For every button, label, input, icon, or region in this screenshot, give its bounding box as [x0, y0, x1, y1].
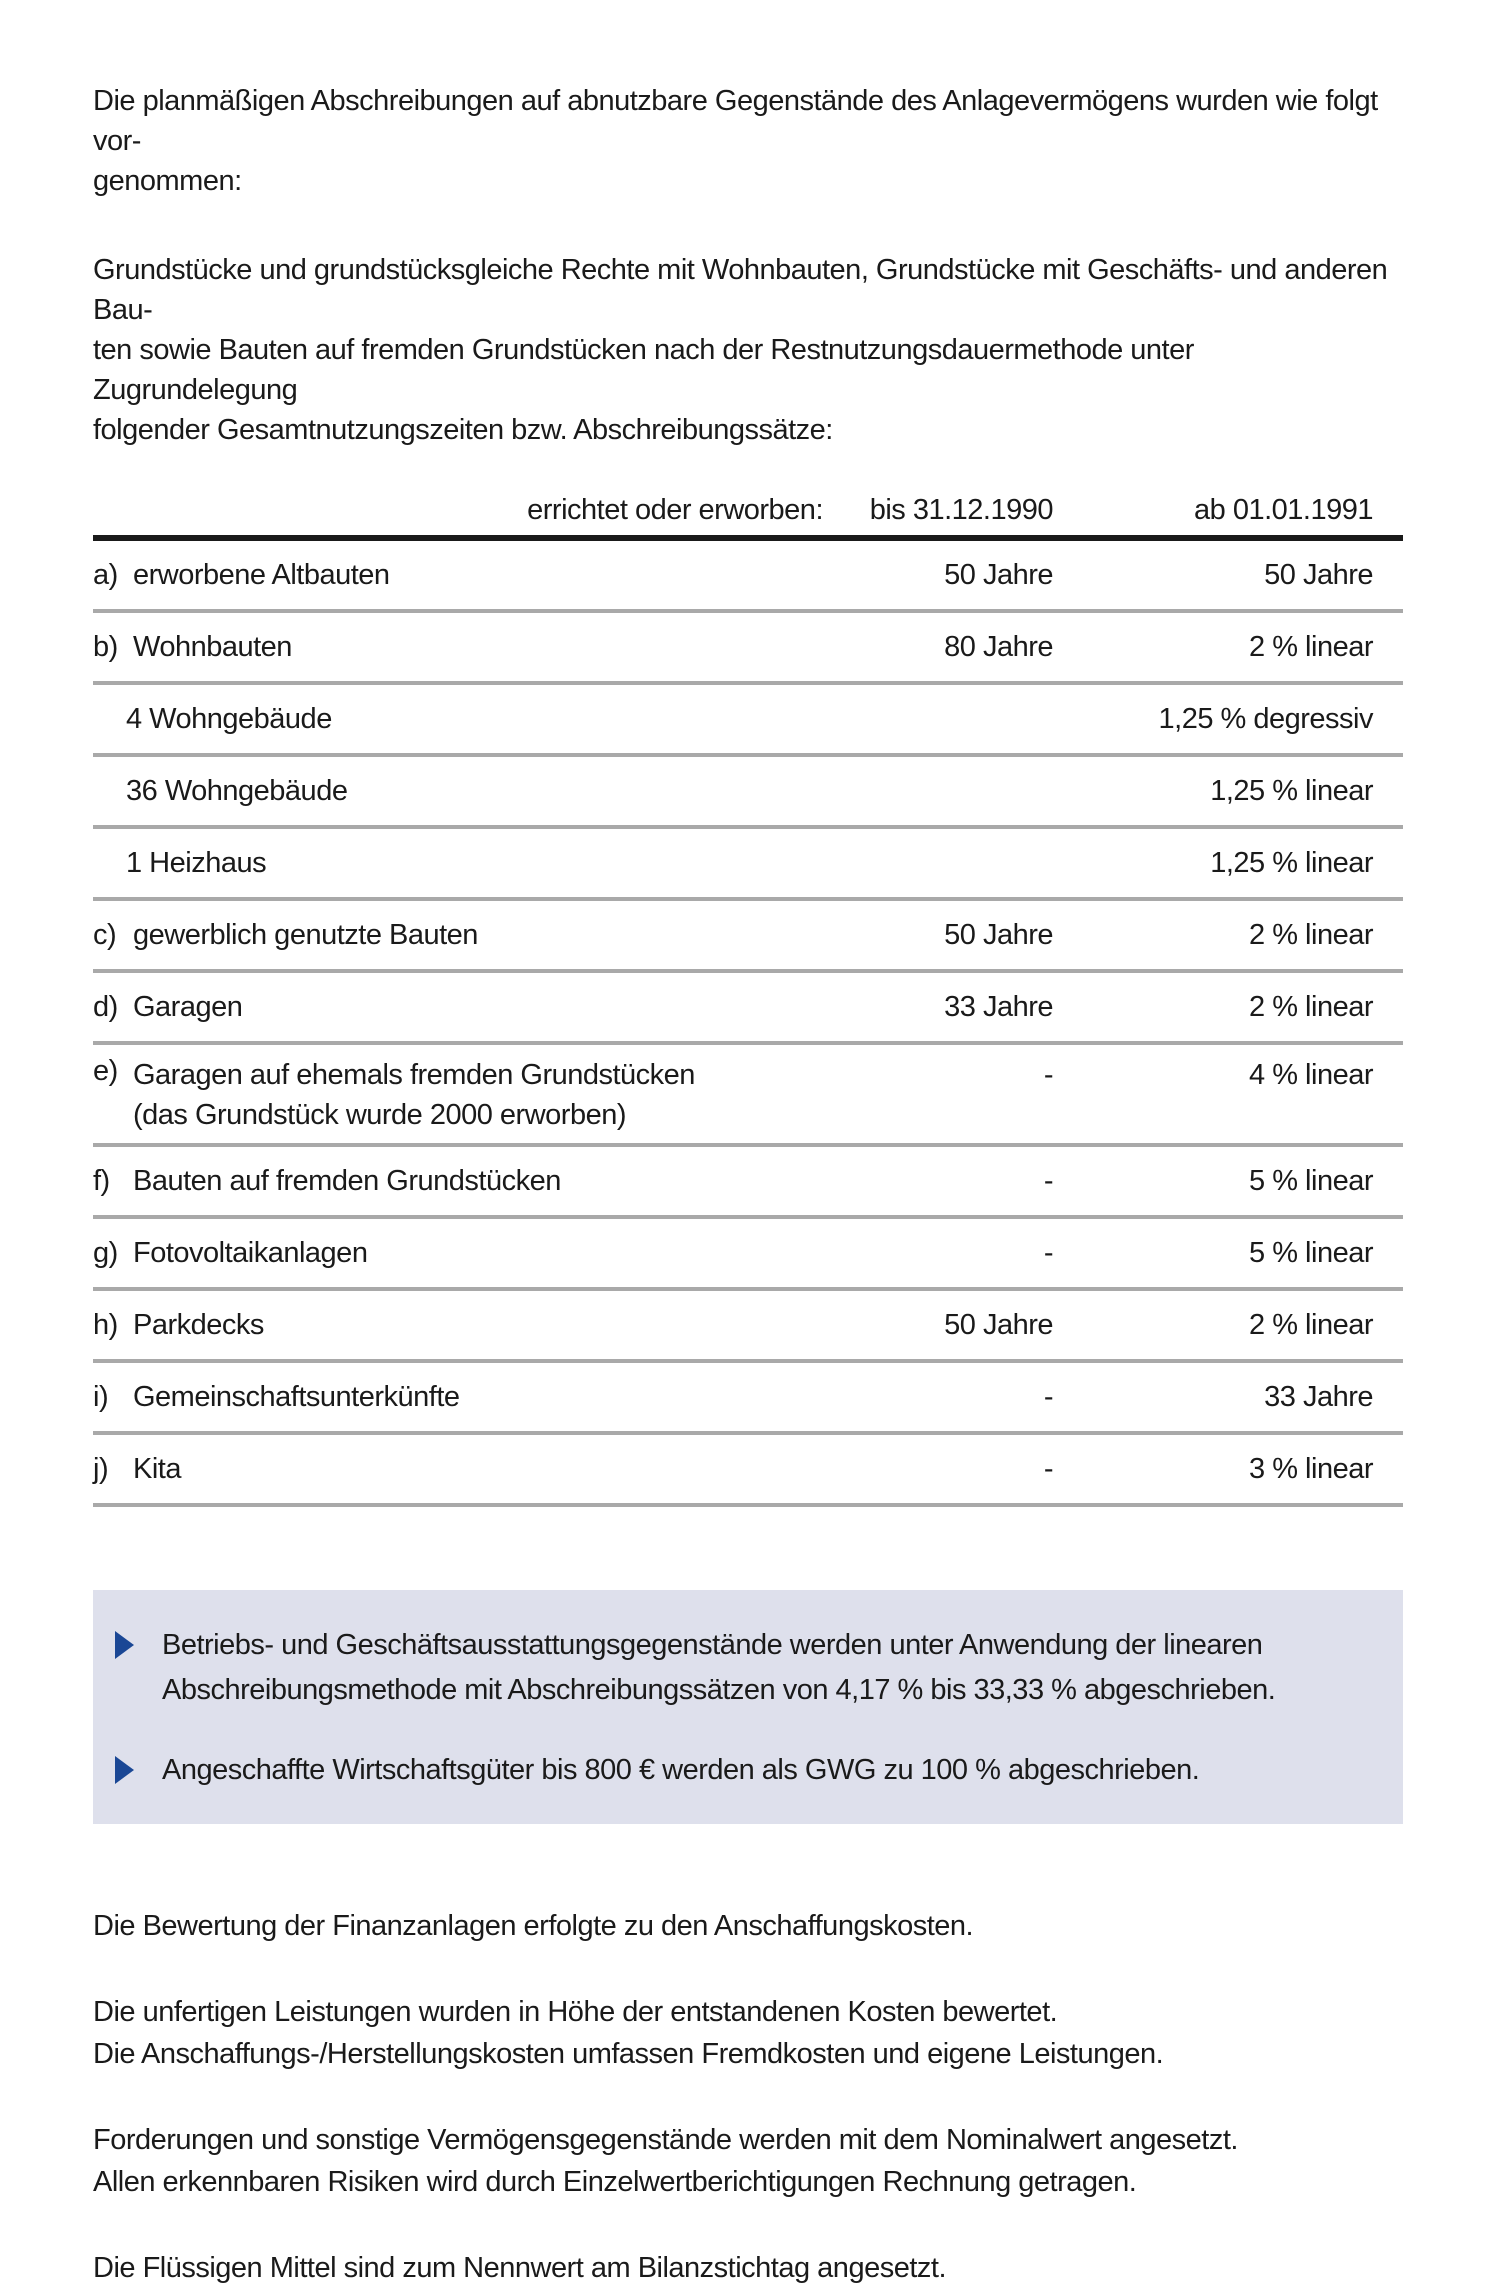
row-letter: a)	[93, 558, 118, 591]
row-label: Parkdecks	[133, 1309, 264, 1341]
table-row	[93, 1147, 1403, 1219]
table-header-row	[93, 485, 1403, 541]
row-value-bis-1990: 33 Jahre	[944, 991, 1053, 1023]
row-value-bis-1990: -	[1043, 1165, 1053, 1197]
table-row	[93, 973, 1403, 1045]
info-box-bullet-2-text: Angeschaffte Wirtschaftsgüter bis 800 € werden als GWG zu 100 % abgeschrieben.	[162, 1754, 1200, 1786]
row-value-bis-1990: 50 Jahre	[944, 1309, 1053, 1341]
table-header-label: errichtet oder erworben:	[527, 493, 823, 526]
row-letter: j)	[93, 1452, 109, 1485]
row-value-ab-1991: 3 % linear	[1249, 1453, 1373, 1485]
row-value-bis-1990: 50 Jahre	[944, 559, 1053, 591]
intro-paragraph-1: Die planmäßigen Abschreibungen auf abnutzbare Gegenstände des Anlagevermögens wurden wie folgt vor- genommen:	[93, 85, 1378, 197]
table-row	[93, 541, 1403, 613]
row-value-ab-1991: 2 % linear	[1249, 1309, 1373, 1341]
row-value-ab-1991: 2 % linear	[1249, 631, 1373, 663]
valuation-paragraph-3: Forderungen und sonstige Vermögensgegenstände werden mit dem Nominalwert angesetzt. Allen erkennbaren Risiken wird durch Einzelwertberichtigungen Rechnung getragen.	[93, 2124, 1238, 2198]
row-value-bis-1990: -	[1043, 1059, 1053, 1091]
table-header-col-1991: ab 01.01.1991	[1194, 493, 1373, 526]
depreciation-table	[93, 485, 1403, 1507]
table-body	[93, 541, 1403, 1507]
row-label: gewerblich genutzte Bauten	[133, 919, 478, 951]
table-row	[93, 1045, 1403, 1147]
row-letter: b)	[93, 630, 118, 663]
row-value-bis-1990: -	[1043, 1381, 1053, 1413]
row-value-ab-1991: 2 % linear	[1249, 919, 1373, 951]
table-row	[93, 757, 1403, 829]
row-label: Garagen auf ehemals fremden Grundstücken (das Grundstück wurde 2000 erworben)	[133, 1059, 695, 1131]
row-letter: g)	[93, 1236, 118, 1269]
row-letter: e)	[93, 1055, 118, 1087]
table-row	[93, 1435, 1403, 1507]
info-box	[93, 1590, 1403, 1824]
row-label: Garagen	[133, 991, 243, 1023]
intro-paragraph-2: Grundstücke und grundstücksgleiche Rechte mit Wohnbauten, Grundstücke mit Geschäfts- und anderen Bau- ten sowie Bauten auf fremden Grundstücken nach der Restnutzungsdauermethode unter Zugrundelegung folgender Gesamtnutzungszeiten bzw. Abschreibungssätze:	[93, 254, 1388, 446]
row-value-ab-1991: 1,25 % degressiv	[1158, 703, 1373, 735]
info-box-bullet-1-text: Betriebs- und Geschäftsausstattungsgegenstände werden unter Anwendung der linearen Abschreibungsmethode mit Abschreibungssätzen von 4,17 % bis 33,33 % abgeschrieben.	[162, 1629, 1276, 1706]
row-value-bis-1990: -	[1043, 1237, 1053, 1269]
table-row	[93, 1219, 1403, 1291]
table-row	[93, 829, 1403, 901]
info-box-bullet-2	[115, 1748, 1363, 1793]
row-value-ab-1991: 4 % linear	[1249, 1059, 1373, 1091]
row-value-ab-1991: 5 % linear	[1249, 1237, 1373, 1269]
row-value-bis-1990: 80 Jahre	[944, 631, 1053, 663]
valuation-paragraph-4: Die Flüssigen Mittel sind zum Nennwert am Bilanzstichtag angesetzt.	[93, 2252, 946, 2284]
row-value-ab-1991: 1,25 % linear	[1210, 775, 1373, 807]
row-value-ab-1991: 33 Jahre	[1264, 1381, 1373, 1413]
triangle-right-icon	[115, 1631, 134, 1659]
row-value-bis-1990: -	[1043, 1453, 1053, 1485]
row-label: Bauten auf fremden Grundstücken	[133, 1165, 561, 1197]
valuation-paragraph-1: Die Bewertung der Finanzanlagen erfolgte zu den Anschaffungskosten.	[93, 1910, 974, 1942]
row-value-ab-1991: 5 % linear	[1249, 1165, 1373, 1197]
valuation-paragraph-2: Die unfertigen Leistungen wurden in Höhe der entstandenen Kosten bewertet. Die Anschaffungs-/Herstellungskosten umfassen Fremdkosten und eigene Leistungen.	[93, 1996, 1164, 2070]
row-label: Gemeinschaftsunterkünfte	[133, 1381, 460, 1413]
table-row	[93, 1291, 1403, 1363]
row-letter: h)	[93, 1308, 118, 1341]
row-value-ab-1991: 50 Jahre	[1264, 559, 1373, 591]
table-row	[93, 685, 1403, 757]
row-letter: d)	[93, 990, 118, 1023]
row-label: 1 Heizhaus	[126, 847, 267, 879]
row-label: Wohnbauten	[133, 631, 292, 663]
table-row	[93, 901, 1403, 973]
row-value-ab-1991: 1,25 % linear	[1210, 847, 1373, 879]
table-header-col-1990: bis 31.12.1990	[869, 493, 1053, 526]
row-letter: c)	[93, 918, 117, 951]
row-letter: i)	[93, 1380, 109, 1413]
row-label: 36 Wohngebäude	[126, 775, 348, 807]
row-letter: f)	[93, 1164, 110, 1197]
row-label: Fotovoltaikanlagen	[133, 1237, 368, 1269]
info-box-bullet-1	[115, 1623, 1363, 1713]
triangle-right-icon	[115, 1756, 134, 1784]
row-value-ab-1991: 2 % linear	[1249, 991, 1373, 1023]
row-label: erworbene Altbauten	[133, 559, 390, 591]
row-label: Kita	[133, 1453, 181, 1485]
row-value-bis-1990: 50 Jahre	[944, 919, 1053, 951]
row-label: 4 Wohngebäude	[126, 703, 332, 735]
table-row	[93, 1363, 1403, 1435]
table-row	[93, 613, 1403, 685]
